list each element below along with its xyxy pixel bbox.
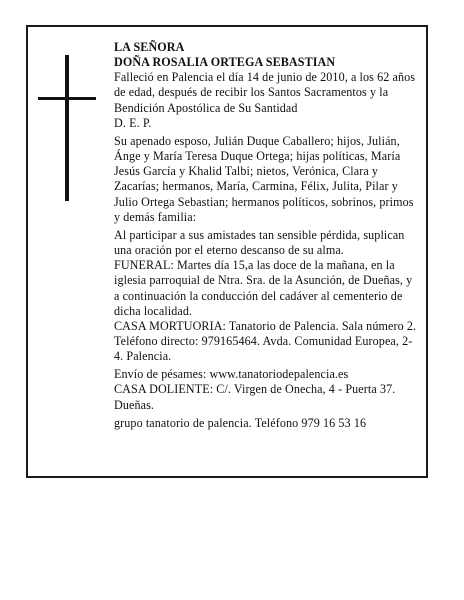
obituary-notice — [26, 25, 428, 478]
deceased-name: DOÑA ROSALIA ORTEGA SEBASTIAN — [114, 55, 336, 70]
footer-contact: grupo tanatorio de palencia. Teléfono 979 16 53 16 — [114, 415, 367, 430]
rip-text: D. E. P. — [114, 115, 152, 130]
obituary-text — [114, 40, 420, 431]
condolences-info: Envío de pésames: www.tanatoriodepalencia.es — [114, 367, 349, 382]
heading-title: LA SEÑORA — [114, 40, 185, 54]
cross-icon — [38, 55, 98, 201]
funeral-details: FUNERAL: Martes día 15,a las doce de la mañana, en la iglesia parroquial de Ntra. Sra. de la Asunción, de Dueñas, y a continuación la conducción del cadáver al cementerio de dicha localidad. — [114, 258, 413, 318]
casa-mortuoria: CASA MORTUORIA: Tanatorio de Palencia. Sala número 2. Teléfono directo: 979165464. Avda. Comunidad Europea, 2-4. Palencia. — [114, 318, 417, 364]
cross-horizontal-bar — [38, 97, 96, 100]
cross-vertical-bar — [65, 55, 69, 201]
casa-doliente: CASA DOLIENTE: C/. Virgen de Onecha, 4 - Puerta 37. Dueñas. — [114, 382, 396, 412]
prayer-request: Al participar a sus amistades tan sensible pérdida, suplican una oración por el eterno descanso de su alma. — [114, 227, 405, 258]
family-list: Su apenado esposo, Julián Duque Caballero; hijos, Julián, Ánge y María Teresa Duque Ortega; hijas políticas, María Jesús García y Khalid Talbi; nietos, Verónica, Clara y Zacarías; hermanos, María, Carmina, Félix, Julita, Pilar y Julio Ortega Sebastian; hermanos políticos, sobrinos, primos y demás familia: — [114, 133, 414, 224]
death-announcement: Falleció en Palencia el día 14 de junio de 2010, a los 62 años de edad, después de recibir los Santos Sacramentos y la Bendición Apostólica de Su Santidad — [114, 70, 416, 115]
